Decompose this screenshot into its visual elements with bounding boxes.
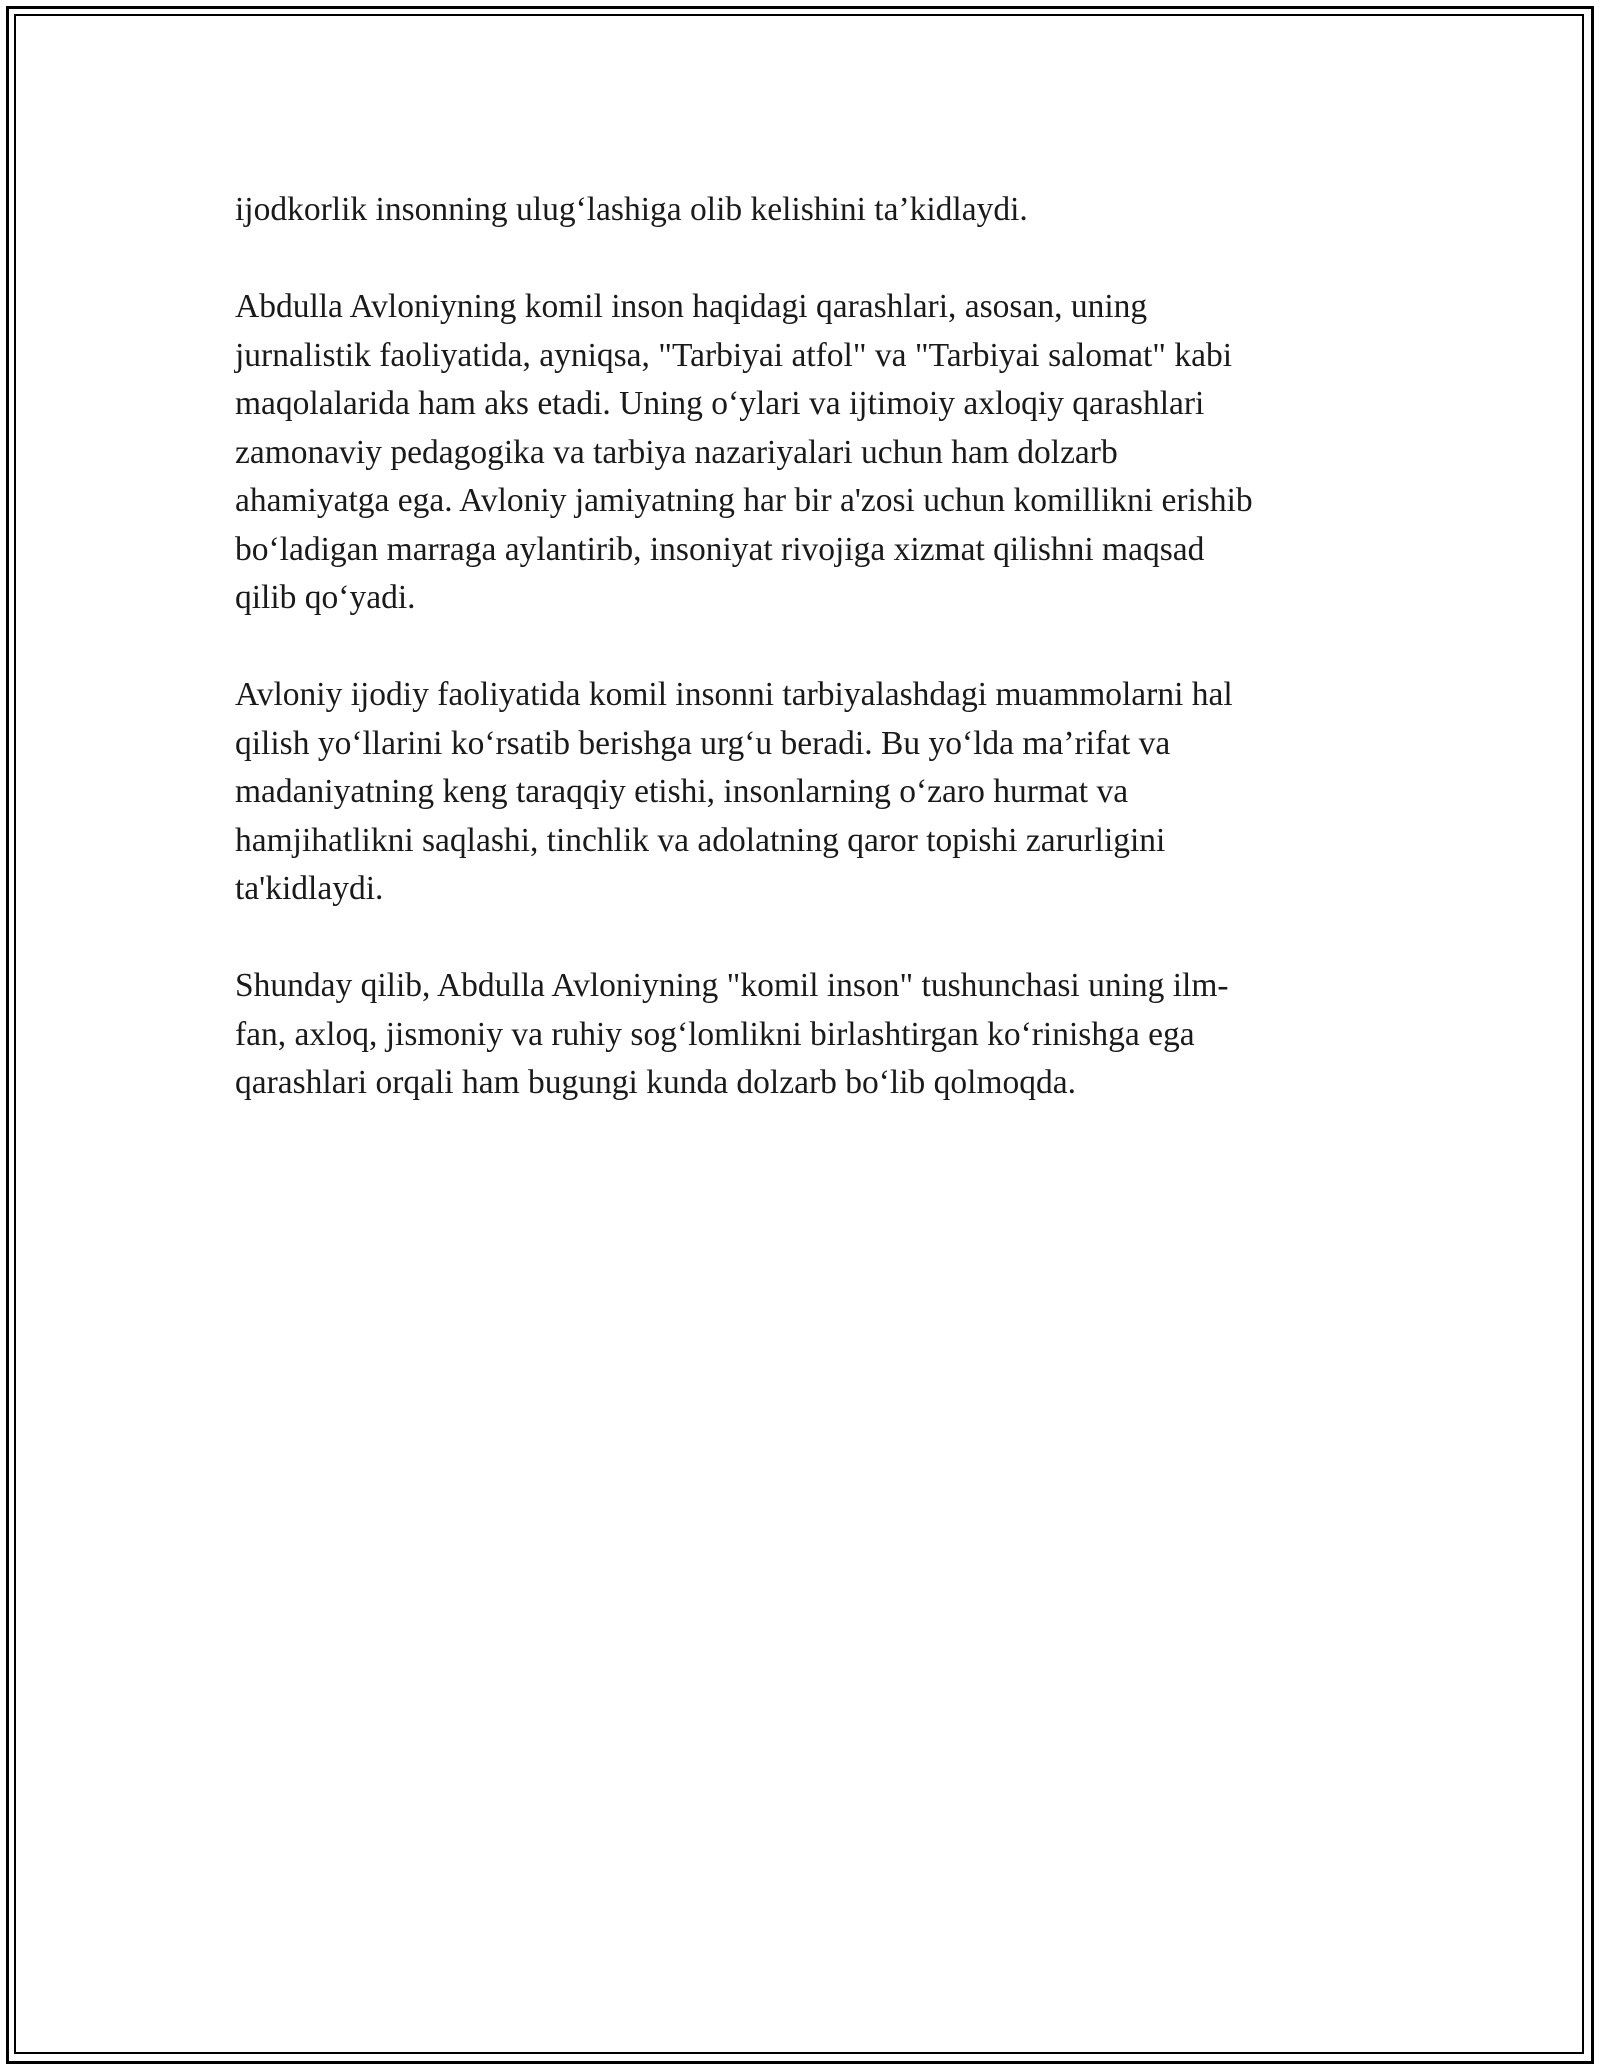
paragraph-3: Avloniy ijodiy faoliyatida komil insonni tarbiyalashdagi muammolarni hal qilish yo‘llarini ko‘rsatib berishga urg‘u beradi. Bu yo‘lda ma’rifat va madaniyatning keng taraqqiy etishi, insonlarning o‘zaro hurmat va hamjihatlikni saqlashi, tinchlik va adolatning qaror topishi zarurligini ta'kidlaydi. xyxy=(235,676,1233,907)
paragraph-2: Abdulla Avloniyning komil inson haqidagi qarashlari, asosan, uning jurnalistik faoliyatida, ayniqsa, "Tarbiyai atfol" va "Tarbiyai salomat" kabi maqolalarida ham aks etadi. Uning o‘ylari va ijtimoiy axloqiy qarashlari zamonaviy pedagogika va tarbiya nazariyalari uchun ham dolzarb ahamiyatga ega. Avloniy jamiyatning har bir a'zosi uchun komillikni erishib bo‘ladigan marraga aylantirib, insoniyat rivojiga xizmat qilishni maqsad qilib qo‘yadi. xyxy=(235,288,1253,616)
paragraph-4: Shunday qilib, Abdulla Avloniyning "komil inson" tushunchasi uning ilm- fan, axloq, jismoniy va ruhiy sog‘lomlikni birlashtirgan ko‘rinishga ega qarashlari orqali ham bugungi kunda dolzarb bo‘lib qolmoqda. xyxy=(235,967,1229,1101)
document-body xyxy=(235,186,1365,1156)
paragraph-1: ijodkorlik insonning ulug‘lashiga olib kelishini ta’kidlaydi. xyxy=(235,191,1028,228)
